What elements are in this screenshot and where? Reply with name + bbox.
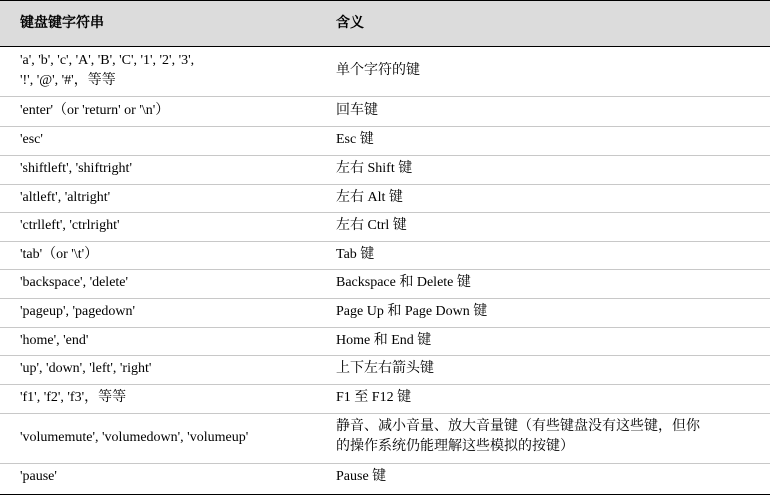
row-divider — [0, 212, 770, 213]
table-row-key: 'pause' — [20, 469, 57, 484]
table-row-meaning: 左右 Alt 键 — [336, 190, 403, 205]
top-rule — [0, 0, 770, 1]
table-header — [0, 0, 770, 46]
table-row-meaning: Tab 键 — [336, 247, 375, 262]
table-row-key: 'backspace', 'delete' — [20, 275, 129, 290]
row-divider — [0, 155, 770, 156]
table-row-key: 'shiftleft', 'shiftright' — [20, 161, 132, 176]
table-row-key: 'ctrlleft', 'ctrlright' — [20, 218, 120, 233]
table-row-meaning: 静音、减小音量、放大音量键（有些键盘没有这些键，但你 的操作系统仍能理解这些模拟的按键） — [336, 419, 700, 454]
table-row-key: 'pageup', 'pagedown' — [20, 304, 136, 319]
row-divider — [0, 384, 770, 385]
table-row-meaning: Backspace 和 Delete 键 — [336, 275, 471, 290]
table-row-key: 'f1', 'f2', 'f3'，等等 — [20, 390, 127, 405]
row-divider — [0, 184, 770, 185]
bottom-rule — [0, 494, 770, 495]
header-meaning: 含义 — [336, 15, 364, 31]
table-row-key: 'up', 'down', 'left', 'right' — [20, 361, 152, 376]
table-row-meaning: Pause 键 — [336, 469, 387, 484]
table-row-key: 'volumemute', 'volumedown', 'volumeup' — [20, 430, 249, 445]
row-divider — [0, 126, 770, 127]
table-row-key: 'a', 'b', 'c', 'A', 'B', 'C', '1', '2', '3', '!', '@', '#'，等等 — [20, 53, 195, 88]
table-row-meaning: 左右 Ctrl 键 — [336, 218, 407, 233]
table-row-meaning: Page Up 和 Page Down 键 — [336, 304, 488, 319]
table-row-meaning: 上下左右箭头键 — [336, 361, 434, 376]
table-row-key: 'esc' — [20, 132, 43, 147]
row-divider — [0, 355, 770, 356]
row-divider — [0, 463, 770, 464]
header-rule — [0, 46, 770, 47]
row-divider — [0, 413, 770, 414]
table-row-meaning: 左右 Shift 键 — [336, 161, 413, 176]
row-divider — [0, 327, 770, 328]
table-row-key: 'altleft', 'altright' — [20, 190, 111, 205]
row-divider — [0, 96, 770, 97]
table-row-meaning: Esc 键 — [336, 132, 374, 147]
row-divider — [0, 298, 770, 299]
table-row-key: 'enter'（or 'return' or '\n'） — [20, 103, 170, 118]
table-row-meaning: 回车键 — [336, 103, 378, 118]
table-row-meaning: 单个字符的键 — [336, 63, 420, 78]
header-key-string: 键盘键字符串 — [20, 15, 104, 31]
table-row-key: 'tab'（or '\t'） — [20, 247, 99, 262]
table-row-meaning: Home 和 End 键 — [336, 333, 432, 348]
table-row-meaning: F1 至 F12 键 — [336, 390, 412, 405]
row-divider — [0, 269, 770, 270]
row-divider — [0, 241, 770, 242]
table-row-key: 'home', 'end' — [20, 333, 89, 348]
